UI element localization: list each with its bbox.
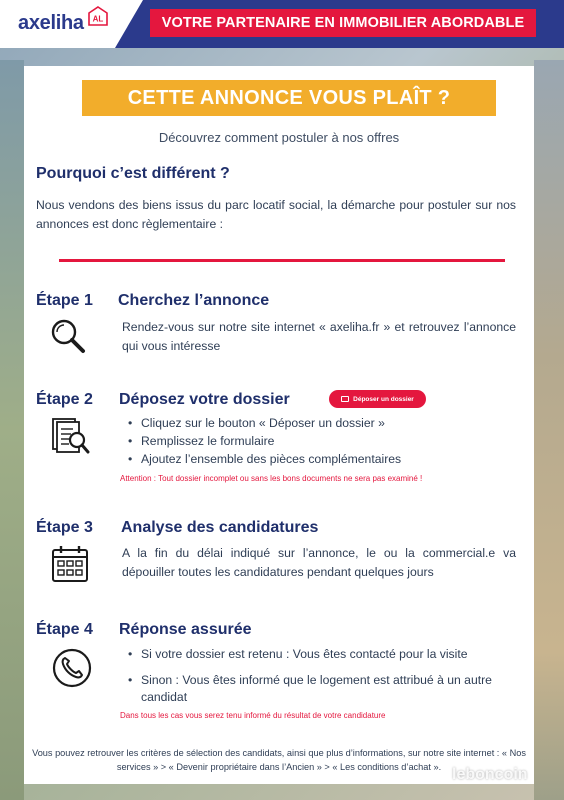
deposit-file-button-label: Déposer un dossier bbox=[353, 395, 414, 403]
list-item: • Si votre dossier est retenu : Vous êtes contacté pour la visite bbox=[128, 646, 520, 663]
brand-mark-text: AL bbox=[92, 14, 104, 24]
card-subtitle: Découvrez comment postuler à nos offres bbox=[158, 130, 400, 145]
list-item: • Ajoutez l’ensemble des pièces complémentaires bbox=[128, 450, 528, 468]
header-tagline: VOTRE PARTENAIRE EN IMMOBILIER ABORDABLE bbox=[150, 9, 536, 37]
step-4-label: Étape 4 bbox=[36, 621, 93, 638]
step-3-text: A la fin du délai indiqué sur l’annonce, le ou la commercial.e va dépouiller toutes les candidatures pendant quelques jours bbox=[122, 546, 516, 579]
why-heading: Pourquoi c’est différent ? bbox=[36, 165, 230, 182]
brand-mark-icon bbox=[88, 6, 108, 26]
list-item: • Remplissez le formulaire bbox=[128, 432, 528, 450]
step-4-title: Réponse assurée bbox=[119, 621, 252, 638]
why-text: Nous vendons des biens issus du parc locatif social, la démarche pour postuler sur nos annonces est donc règlementaire : bbox=[36, 198, 516, 231]
list-item: • Cliquez sur le bouton « Déposer un dossier » bbox=[128, 414, 528, 432]
card-title: CETTE ANNONCE VOUS PLAÎT ? bbox=[82, 80, 496, 116]
card-footer: Vous pouvez retrouver les critères de sélection des candidats, ainsi que plus d’informations, sur notre site internet : « Nos services » > « Devenir propriétaire dans l’Ancien » > « Les conditions d’achat ». bbox=[32, 748, 526, 772]
document-search-icon bbox=[50, 416, 90, 456]
step-4-note: Dans tous les cas vous serez tenu informé du résultat de votre candidature bbox=[120, 711, 386, 720]
section-divider bbox=[59, 259, 505, 262]
step-2-title: Déposez votre dossier bbox=[119, 391, 290, 408]
header bbox=[0, 0, 564, 48]
step-3-label: Étape 3 bbox=[36, 519, 93, 536]
deposit-file-button[interactable] bbox=[329, 390, 426, 408]
folder-icon bbox=[341, 396, 349, 402]
list-item: • Sinon : Vous êtes informé que le logement est attribué à un autre candidat bbox=[128, 672, 520, 706]
phone-icon bbox=[52, 648, 92, 688]
step-1-text: Rendez-vous sur notre site internet « axeliha.fr » et retrouvez l’annonce qui vous intéresse bbox=[122, 320, 516, 353]
magnifier-icon bbox=[48, 316, 88, 356]
step-2-bullets bbox=[128, 414, 528, 468]
brand-logo-text: axeliha bbox=[18, 12, 84, 34]
background-photo-right bbox=[534, 60, 564, 800]
step-2-warning: Attention : Tout dossier incomplet ou sans les bons documents ne sera pas examiné ! bbox=[120, 474, 423, 483]
step-4-bullets bbox=[128, 646, 520, 706]
step-1-label: Étape 1 bbox=[36, 292, 93, 309]
info-card bbox=[24, 66, 534, 784]
step-3-title: Analyse des candidatures bbox=[121, 519, 319, 536]
watermark: leboncoin bbox=[452, 766, 528, 783]
calendar-icon bbox=[50, 544, 90, 584]
background-photo-left bbox=[0, 60, 24, 800]
step-1-title: Cherchez l’annonce bbox=[118, 292, 270, 309]
step-2-label: Étape 2 bbox=[36, 391, 93, 408]
